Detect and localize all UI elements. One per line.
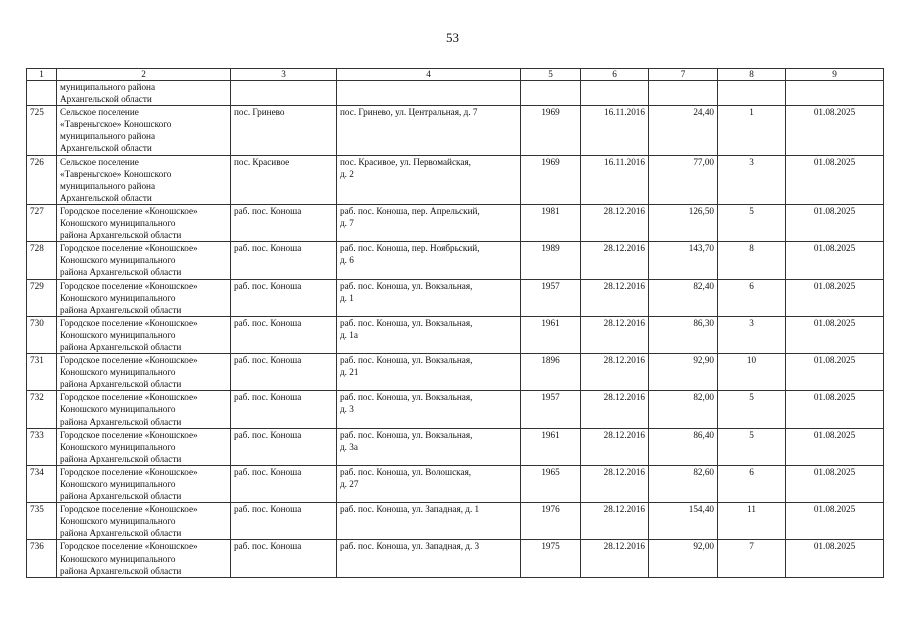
table-row xyxy=(27,540,884,577)
table-cell-address: раб. пос. Коноша, ул. Вокзальная, д. 3а xyxy=(337,428,521,465)
table-cell-locality: раб. пос. Коноша xyxy=(231,316,337,353)
column-header-9: 9 xyxy=(786,69,884,81)
table-row-continuation xyxy=(27,81,884,106)
table-header-row xyxy=(27,69,884,81)
table-cell-owner: Городское поселение «Коношское» Коношского муниципального района Архангельской области xyxy=(57,428,231,465)
table-cell-area: 82,40 xyxy=(649,279,718,316)
table-cell-num: 727 xyxy=(27,204,57,241)
table-cell-locality: пос. Гринево xyxy=(231,106,337,155)
table-cell-count: 3 xyxy=(718,316,786,353)
table-cell-date2: 01.08.2025 xyxy=(786,465,884,502)
column-header-6: 6 xyxy=(581,69,649,81)
table-cell-date: 16.11.2016 xyxy=(581,106,649,155)
column-header-4: 4 xyxy=(337,69,521,81)
table-cell-area: 126,50 xyxy=(649,204,718,241)
table-cell-area: 82,00 xyxy=(649,391,718,428)
table-cell-num: 736 xyxy=(27,540,57,577)
table-cell-year: 1975 xyxy=(521,540,581,577)
table-cell-address: раб. пос. Коноша, ул. Вокзальная, д. 3 xyxy=(337,391,521,428)
table-cell-count: 1 xyxy=(718,106,786,155)
table-cell-area: 82,60 xyxy=(649,465,718,502)
table-cell-num xyxy=(27,81,57,106)
table-cell-address: пос. Красивое, ул. Первомайская, д. 2 xyxy=(337,155,521,204)
column-header-7: 7 xyxy=(649,69,718,81)
table-cell-date: 28.12.2016 xyxy=(581,242,649,279)
table-cell-address xyxy=(337,81,521,106)
table-cell-address: раб. пос. Коноша, пер. Ноябрьский, д. 6 xyxy=(337,242,521,279)
table-cell-count: 7 xyxy=(718,540,786,577)
table-cell-address: раб. пос. Коноша, ул. Волошская, д. 27 xyxy=(337,465,521,502)
column-header-3: 3 xyxy=(231,69,337,81)
table-cell-date2 xyxy=(786,81,884,106)
table-cell-locality: раб. пос. Коноша xyxy=(231,354,337,391)
page-number: 53 xyxy=(446,30,459,45)
table-cell-owner: Городское поселение «Коношское» Коношского муниципального района Архангельской области xyxy=(57,279,231,316)
table-cell-date: 28.12.2016 xyxy=(581,204,649,241)
table-cell-address: раб. пос. Коноша, ул. Западная, д. 3 xyxy=(337,540,521,577)
table-cell-owner: Сельское поселение «Тавреньгское» Коношского муниципального района Архангельской области xyxy=(57,106,231,155)
table-cell-area: 92,00 xyxy=(649,540,718,577)
table-cell-num: 734 xyxy=(27,465,57,502)
table-cell-locality: раб. пос. Коноша xyxy=(231,428,337,465)
table-cell-year: 1989 xyxy=(521,242,581,279)
table-cell-area: 86,40 xyxy=(649,428,718,465)
table-cell-year: 1981 xyxy=(521,204,581,241)
table-cell-date xyxy=(581,81,649,106)
table-cell-num: 733 xyxy=(27,428,57,465)
table-body xyxy=(27,81,884,578)
table-cell-count: 10 xyxy=(718,354,786,391)
table-cell-area: 24,40 xyxy=(649,106,718,155)
table-cell-locality: раб. пос. Коноша xyxy=(231,279,337,316)
table-row xyxy=(27,279,884,316)
table-cell-date2: 01.08.2025 xyxy=(786,242,884,279)
table-cell-area: 86,30 xyxy=(649,316,718,353)
table-cell-count: 8 xyxy=(718,242,786,279)
table-cell-locality: раб. пос. Коноша xyxy=(231,540,337,577)
table-cell-year: 1976 xyxy=(521,503,581,540)
table-cell-area: 77,00 xyxy=(649,155,718,204)
table-cell-date2: 01.08.2025 xyxy=(786,316,884,353)
table-row xyxy=(27,465,884,502)
table-cell-count xyxy=(718,81,786,106)
table-row xyxy=(27,503,884,540)
table-cell-date2: 01.08.2025 xyxy=(786,204,884,241)
table-cell-locality xyxy=(231,81,337,106)
table-cell-address: раб. пос. Коноша, ул. Вокзальная, д. 21 xyxy=(337,354,521,391)
table-cell-locality: раб. пос. Коноша xyxy=(231,391,337,428)
table-cell-num: 735 xyxy=(27,503,57,540)
table-cell-date: 28.12.2016 xyxy=(581,279,649,316)
table-cell-date: 28.12.2016 xyxy=(581,391,649,428)
table-cell-year: 1969 xyxy=(521,106,581,155)
table-cell-area: 92,90 xyxy=(649,354,718,391)
table-row xyxy=(27,155,884,204)
table-cell-num: 729 xyxy=(27,279,57,316)
table-cell-year: 1957 xyxy=(521,391,581,428)
table-cell-num: 728 xyxy=(27,242,57,279)
table-cell-date: 28.12.2016 xyxy=(581,503,649,540)
table-cell-num: 731 xyxy=(27,354,57,391)
table-cell-address: раб. пос. Коноша, ул. Вокзальная, д. 1а xyxy=(337,316,521,353)
table-cell-num: 725 xyxy=(27,106,57,155)
table-cell-count: 11 xyxy=(718,503,786,540)
table-cell-date: 16.11.2016 xyxy=(581,155,649,204)
table-cell-date: 28.12.2016 xyxy=(581,354,649,391)
table-cell-date: 28.12.2016 xyxy=(581,540,649,577)
table-cell-locality: раб. пос. Коноша xyxy=(231,242,337,279)
table-cell-date2: 01.08.2025 xyxy=(786,279,884,316)
table-cell-owner: Городское поселение «Коношское» Коношского муниципального района Архангельской области xyxy=(57,465,231,502)
table-cell-address: пос. Гринево, ул. Центральная, д. 7 xyxy=(337,106,521,155)
table-row xyxy=(27,204,884,241)
table-cell-count: 3 xyxy=(718,155,786,204)
table-cell-locality: раб. пос. Коноша xyxy=(231,204,337,241)
table-cell-date: 28.12.2016 xyxy=(581,428,649,465)
table-cell-owner: Городское поселение «Коношское» Коношского муниципального района Архангельской области xyxy=(57,391,231,428)
table-cell-year: 1965 xyxy=(521,465,581,502)
table-cell-owner: Городское поселение «Коношское» Коношского муниципального района Архангельской области xyxy=(57,242,231,279)
table-cell-owner: Городское поселение «Коношское» Коношского муниципального района Архангельской области xyxy=(57,354,231,391)
table-cell-date2: 01.08.2025 xyxy=(786,540,884,577)
table-cell-date2: 01.08.2025 xyxy=(786,391,884,428)
table-cell-locality: раб. пос. Коноша xyxy=(231,503,337,540)
table-cell-year xyxy=(521,81,581,106)
table-cell-count: 6 xyxy=(718,465,786,502)
table-row xyxy=(27,242,884,279)
table-cell-owner: Городское поселение «Коношское» Коношского муниципального района Архангельской области xyxy=(57,503,231,540)
column-header-8: 8 xyxy=(718,69,786,81)
table-cell-date: 28.12.2016 xyxy=(581,465,649,502)
table-cell-count: 6 xyxy=(718,279,786,316)
table-cell-num: 730 xyxy=(27,316,57,353)
table-cell-address: раб. пос. Коноша, пер. Апрельский, д. 7 xyxy=(337,204,521,241)
table-row xyxy=(27,316,884,353)
table-cell-year: 1896 xyxy=(521,354,581,391)
table-cell-date2: 01.08.2025 xyxy=(786,428,884,465)
table-cell-year: 1961 xyxy=(521,316,581,353)
table-cell-locality: пос. Красивое xyxy=(231,155,337,204)
table-cell-owner: Сельское поселение «Тавреньгское» Коношского муниципального района Архангельской области xyxy=(57,155,231,204)
table-cell-count: 5 xyxy=(718,391,786,428)
table-cell-area: 143,70 xyxy=(649,242,718,279)
column-header-1: 1 xyxy=(27,69,57,81)
column-header-5: 5 xyxy=(521,69,581,81)
table-cell-count: 5 xyxy=(718,204,786,241)
table-cell-locality: раб. пос. Коноша xyxy=(231,465,337,502)
table-cell-owner: Городское поселение «Коношское» Коношского муниципального района Архангельской области xyxy=(57,540,231,577)
table-cell-count: 5 xyxy=(718,428,786,465)
table-cell-address: раб. пос. Коноша, ул. Западная, д. 1 xyxy=(337,503,521,540)
registry-table xyxy=(26,68,884,578)
table-row xyxy=(27,428,884,465)
table-cell-area xyxy=(649,81,718,106)
table-cell-owner: Городское поселение «Коношское» Коношского муниципального района Архангельской области xyxy=(57,204,231,241)
table-cell-owner: муниципального района Архангельской области xyxy=(57,81,231,106)
table-cell-owner: Городское поселение «Коношское» Коношского муниципального района Архангельской области xyxy=(57,316,231,353)
table-cell-num: 732 xyxy=(27,391,57,428)
table-cell-date2: 01.08.2025 xyxy=(786,155,884,204)
table-cell-year: 1969 xyxy=(521,155,581,204)
table-cell-year: 1961 xyxy=(521,428,581,465)
table-cell-date2: 01.08.2025 xyxy=(786,106,884,155)
table-cell-date2: 01.08.2025 xyxy=(786,354,884,391)
table-cell-num: 726 xyxy=(27,155,57,204)
column-header-2: 2 xyxy=(57,69,231,81)
table-row xyxy=(27,391,884,428)
table-cell-year: 1957 xyxy=(521,279,581,316)
table-row xyxy=(27,106,884,155)
table-cell-date: 28.12.2016 xyxy=(581,316,649,353)
table-cell-area: 154,40 xyxy=(649,503,718,540)
table-row xyxy=(27,354,884,391)
table-cell-address: раб. пос. Коноша, ул. Вокзальная, д. 1 xyxy=(337,279,521,316)
table-cell-date2: 01.08.2025 xyxy=(786,503,884,540)
